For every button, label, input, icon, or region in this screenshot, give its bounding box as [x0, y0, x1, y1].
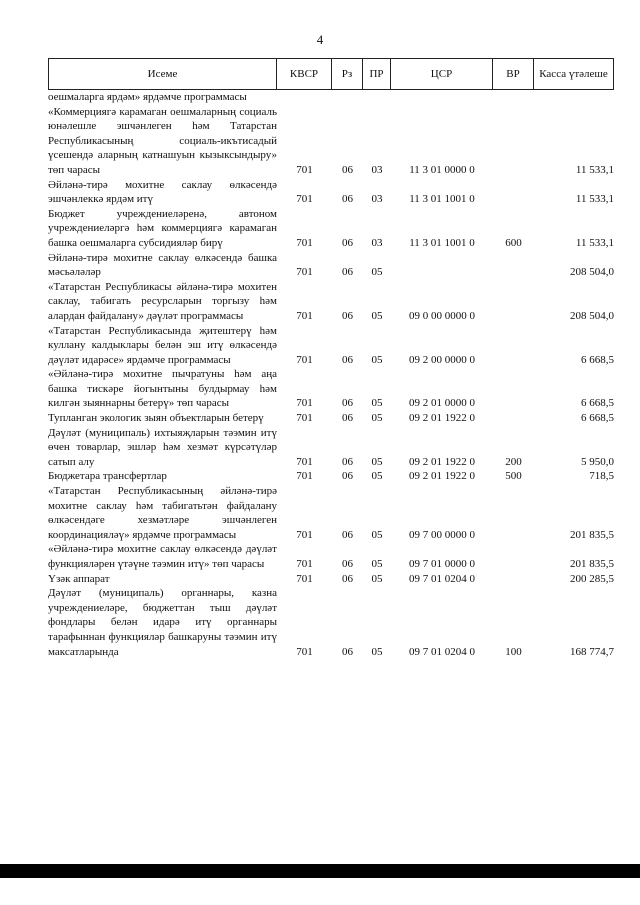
row-kvsr: 701 [296, 572, 313, 585]
table-row [48, 324, 614, 368]
row-pr: 05 [371, 412, 383, 425]
row-rz: 06 [342, 645, 353, 658]
header-csr: ЦСР [391, 58, 493, 90]
row-pr: 05 [371, 528, 383, 541]
header-kvsr: КВСР [277, 58, 332, 90]
row-name: «Әйләнә-тирә мохитне пычратуны һәм аңа башка тискәре йогынтыны булдырмау һәм килгән зыяннарны бетерү» төп чарасы [48, 368, 277, 410]
row-name: «Коммерциягә карамаган оешмаларның социаль юнәлешле эшчәнлеген һәм Татарстан Республикасының социаль-икътисадый үсешендә аларның катнашуын кызыксындыру» төп чарасы [48, 105, 277, 176]
row-kvsr: 701 [296, 266, 313, 279]
table-row [48, 469, 614, 484]
row-kvsr: 701 [296, 193, 313, 206]
row-rz: 06 [342, 353, 353, 366]
row-name: оешмаларга ярдәм» ярдәмче программасы [48, 91, 247, 103]
row-vr: 100 [505, 645, 522, 658]
row-pr: 05 [371, 353, 383, 366]
table-body [48, 90, 614, 659]
row-kvsr: 701 [296, 558, 313, 570]
table-row [48, 280, 614, 324]
row-pr: 05 [371, 558, 383, 570]
table-row [48, 105, 614, 178]
table-row [48, 178, 614, 207]
row-name: Дәүләт (муниципаль) органнары, казна учреждениеләре, бюджеттан тыш дәүләт фондлары белән идарә итү органнары тарафыннан функцияләр башкаруны тәэмин итү максатларында [48, 587, 277, 658]
row-kvsr: 701 [296, 412, 313, 425]
row-csr: 09 7 01 0204 0 [409, 572, 475, 585]
row-kvsr: 701 [296, 645, 313, 658]
row-name: Бюджетара трансфертлар [48, 470, 167, 483]
row-sum: 201 835,5 [570, 528, 614, 541]
row-rz: 06 [342, 572, 353, 585]
row-sum: 208 504,0 [570, 309, 614, 322]
row-name: «Татарстан Республикасында җитештерү һәм куллану калдыклары белән эш итү өлкәсендә дәүләт идарәсе» ярдәмче программасы [48, 324, 277, 366]
row-pr: 03 [371, 193, 383, 206]
row-csr: 09 2 01 0000 0 [409, 397, 475, 410]
row-csr: 09 7 01 0000 0 [409, 558, 475, 570]
row-pr: 05 [371, 470, 383, 483]
header-name: Исеме [48, 58, 277, 90]
row-csr: 09 2 01 1922 0 [409, 470, 475, 483]
row-rz: 06 [342, 470, 353, 483]
row-sum: 6 668,5 [581, 397, 614, 410]
row-kvsr: 701 [296, 397, 313, 410]
row-vr: 500 [505, 470, 522, 483]
row-csr: 11 3 01 1001 0 [409, 236, 475, 249]
row-sum: 11 533,1 [575, 193, 614, 206]
row-csr: 09 2 00 0000 0 [409, 353, 475, 366]
row-name: Бюджет учреждениеләренә, автоном учреждениеләргә һәм коммерциягә карамаган башка оешмаларга субсидияләр бирү [48, 207, 277, 249]
row-sum: 11 533,1 [575, 236, 614, 249]
row-rz: 06 [342, 309, 353, 322]
row-csr: 11 3 01 1001 0 [409, 193, 475, 206]
row-kvsr: 701 [296, 470, 313, 483]
table-row [48, 586, 614, 659]
row-rz: 06 [342, 558, 353, 570]
row-kvsr: 701 [296, 236, 313, 249]
row-name: «Татарстан Республикасының әйләнә-тирә мохитне саклау һәм табигатьтән файдалану өлкәсендәге хезмәтләре эшчәнлеген координацияләү» ярдәмче программасы [48, 485, 277, 541]
table-row [48, 367, 614, 411]
row-pr: 05 [371, 455, 383, 468]
table-row [48, 484, 614, 542]
table-row [48, 90, 614, 105]
row-csr: 09 2 01 1922 0 [409, 412, 475, 425]
row-name: «Татарстан Республикасы әйләнә-тирә мохитен саклау, табигать ресурсларын торгызу һәм алардан файдалану» дәүләт программасы [48, 280, 277, 322]
row-name: Дәүләт (муниципаль) ихтыяҗларын тәэмин итү өчен товарлар, эшләр һәм хезмәт күрсәтүләр сатып алу [48, 426, 277, 468]
row-sum: 208 504,0 [570, 266, 614, 279]
row-csr: 11 3 01 0000 0 [409, 163, 475, 176]
header-rz: Рз [332, 58, 363, 90]
row-sum: 201 835,5 [570, 558, 614, 570]
header-sum: Касса үтәлеше [534, 58, 614, 90]
row-kvsr: 701 [296, 309, 313, 322]
row-rz: 06 [342, 528, 353, 541]
row-sum: 6 668,5 [581, 412, 614, 425]
row-sum: 11 533,1 [575, 163, 614, 176]
row-rz: 06 [342, 397, 353, 410]
row-rz: 06 [342, 236, 353, 249]
table-row [48, 207, 614, 251]
row-pr: 05 [371, 309, 383, 322]
row-csr: 09 2 01 1922 0 [409, 455, 475, 468]
row-sum: 718,5 [589, 470, 614, 483]
row-csr: 09 7 00 0000 0 [409, 528, 475, 541]
row-sum: 168 774,7 [570, 645, 614, 658]
row-pr: 05 [371, 397, 383, 410]
row-rz: 06 [342, 163, 353, 176]
row-pr: 05 [371, 572, 383, 585]
row-rz: 06 [342, 412, 353, 425]
row-name: Әйләнә-тирә мохитне саклау өлкәсендә башка мәсьәләләр [48, 251, 277, 279]
scan-edge-bar [0, 864, 640, 878]
row-csr: 09 7 01 0204 0 [409, 645, 475, 658]
table-row [48, 251, 614, 280]
page-number: 4 [316, 32, 324, 47]
table-row [48, 572, 614, 587]
row-kvsr: 701 [296, 163, 313, 176]
row-csr: 09 0 00 0000 0 [409, 309, 475, 322]
row-name: Үзәк аппарат [48, 572, 110, 585]
row-kvsr: 701 [296, 353, 313, 366]
row-kvsr: 701 [296, 528, 313, 541]
row-sum: 6 668,5 [581, 353, 614, 366]
table-row [48, 411, 614, 426]
row-rz: 06 [342, 266, 353, 279]
row-name: Тупланган экологик зыян объектларын бетерү [48, 412, 264, 425]
header-vr: ВР [493, 58, 534, 90]
row-pr: 03 [371, 236, 383, 249]
row-name: Әйләнә-тирә мохитне саклау өлкәсендә эшчәнлеккә ярдәм итү [48, 178, 277, 206]
row-rz: 06 [342, 455, 353, 468]
row-sum: 200 285,5 [570, 572, 614, 585]
header-pr: ПР [363, 58, 391, 90]
row-rz: 06 [342, 193, 353, 206]
table-row [48, 542, 614, 571]
row-name: «Әйләнә-тирә мохитне саклау өлкәсендә дәүләт функцияләрен үтәүне тәэмин итү» төп чарасы [48, 543, 277, 570]
row-kvsr: 701 [296, 455, 313, 468]
row-pr: 05 [371, 645, 383, 658]
row-vr: 200 [505, 455, 522, 468]
row-pr: 03 [371, 163, 383, 176]
table-row [48, 426, 614, 470]
row-sum: 5 950,0 [581, 455, 614, 468]
row-pr: 05 [371, 266, 383, 279]
row-vr: 600 [505, 236, 522, 249]
